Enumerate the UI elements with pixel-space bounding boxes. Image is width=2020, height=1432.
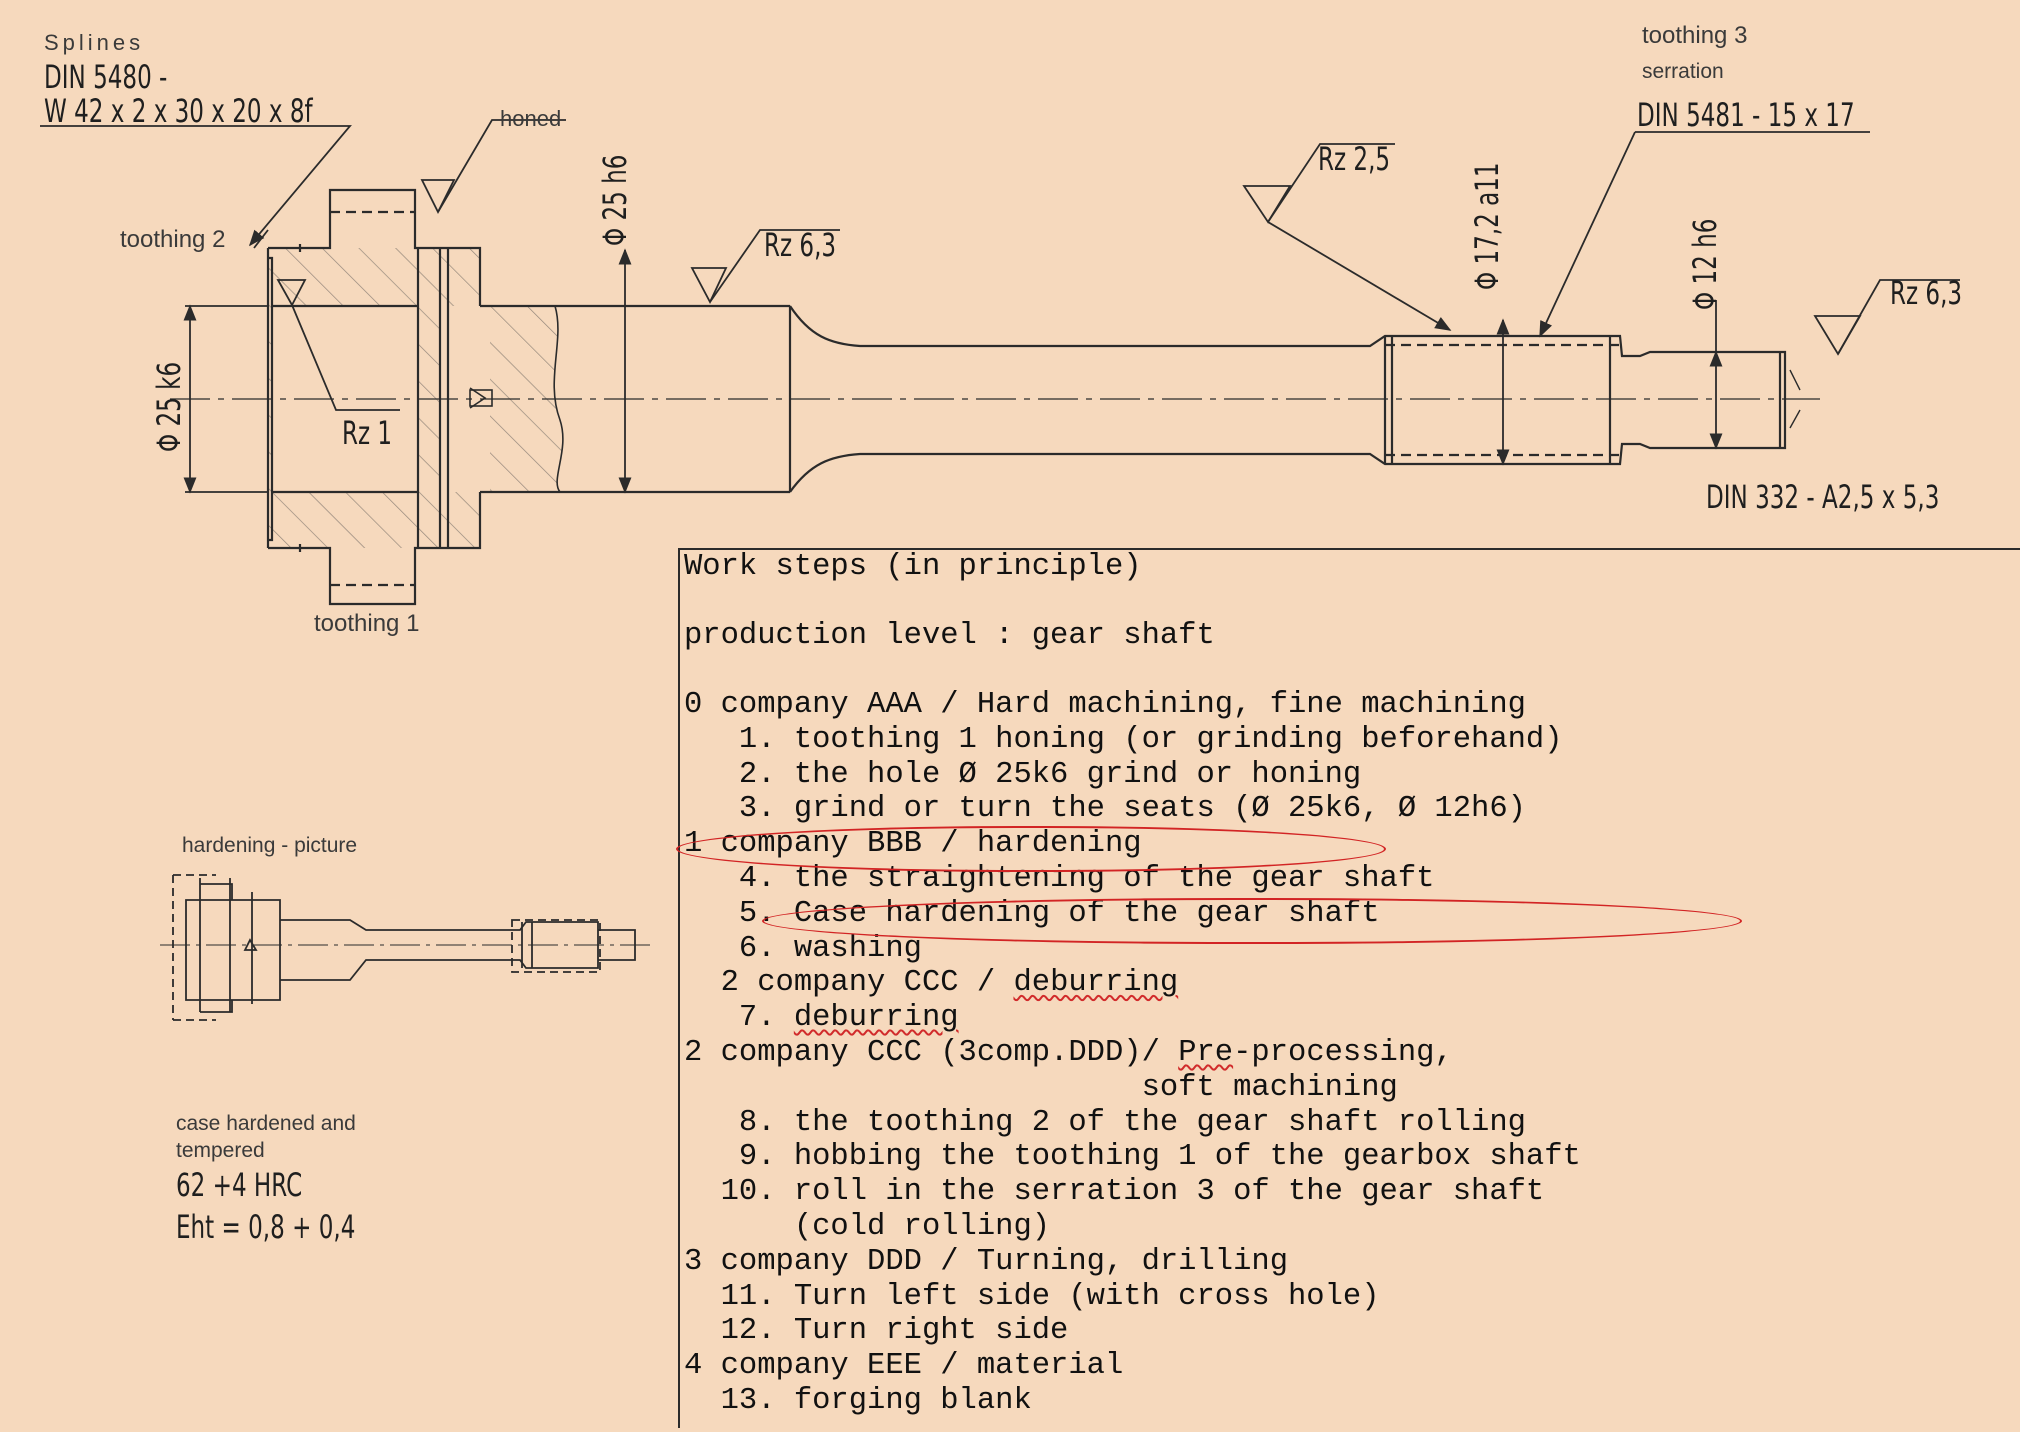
din332-label: DIN 332 - A2,5 x 5,3 (1706, 478, 1940, 516)
eht-value: Eht = 0,8 + 0,4 (176, 1208, 356, 1246)
work-step-text: 5. Case hardening of the gear shaft (684, 896, 1380, 931)
work-steps-title: Work steps (in principle) (684, 550, 1142, 584)
work-step-line (684, 1245, 1288, 1280)
rz1-label: Rz 1 (342, 414, 393, 452)
spellcheck-underlined-word: deburring (793, 1001, 959, 1036)
spellcheck-underlined-word: deburring (1013, 966, 1179, 1001)
work-step-text: 4. the straightening of the gear shaft (684, 862, 1435, 896)
work-step-text: 9. hobbing the toothing 1 of the gearbox shaft (684, 1140, 1581, 1175)
serration-spec: DIN 5481 - 15 x 17 (1637, 96, 1855, 134)
work-step-line (684, 1314, 1068, 1349)
toothing3-label: toothing 3 (1642, 22, 1748, 49)
diameter-12h6-label: Φ 12 h6 (1686, 218, 1724, 310)
work-step-text: (cold rolling) (684, 1210, 1051, 1244)
case-hardened-line2: tempered (176, 1139, 265, 1162)
work-step-line (684, 1384, 1032, 1419)
splines-title: Splines (44, 30, 145, 55)
work-step-text: 3. grind or turn the seats (Ø 25k6, Ø 12h6) (684, 792, 1526, 827)
work-step-text: 2. the hole Ø 25k6 grind or honing (684, 757, 1362, 792)
serration-label: serration (1642, 60, 1724, 83)
work-step-line (684, 1210, 1050, 1245)
work-step-text: 1 company BBB / hardening (684, 827, 1142, 862)
work-step-line (684, 1106, 1526, 1141)
work-step-text: 2 company CCC / (684, 966, 1014, 1001)
work-steps-panel (678, 548, 2020, 1428)
work-step-line (684, 758, 1361, 793)
production-level: production level : gear shaft (684, 619, 1215, 653)
work-step-text: 4 company EEE / material (684, 1349, 1124, 1384)
work-step-text: 10. roll in the serration 3 of the gear shaft (684, 1175, 1545, 1210)
work-step-text: 12. Turn right side (684, 1314, 1069, 1349)
work-step-text: 2 company CCC (3comp.DDD)/ (684, 1036, 1179, 1070)
work-step-line (684, 1140, 1581, 1175)
rz63-right-label: Rz 6,3 (1890, 274, 1963, 312)
work-step-text: 13. forging blank (684, 1384, 1032, 1418)
work-step-text: 0 company AAA / Hard machining, fine machining (684, 688, 1526, 722)
work-step-text-suffix: -processing, (1233, 1036, 1453, 1070)
rz25-label: Rz 2,5 (1318, 140, 1391, 178)
work-step-text: 8. the toothing 2 of the gear shaft rolling (684, 1105, 1526, 1140)
rz63-left-label: Rz 6,3 (764, 226, 837, 264)
work-step-text: 7. (684, 1001, 794, 1036)
work-step-line (684, 688, 1526, 723)
work-step-line (684, 1349, 1123, 1384)
work-step-text: 6. washing (684, 931, 922, 966)
diameter-25k6-label: Φ 25 k6 (150, 361, 188, 452)
diameter-172a11-label: Φ 17,2 a11 (1468, 162, 1506, 290)
work-step-line (684, 792, 1526, 827)
case-hardened-line1: case hardened and (176, 1112, 356, 1135)
work-step-line (684, 932, 922, 967)
highlight-hardening-company (676, 826, 1386, 872)
work-step-text: 11. Turn left side (with cross hole) (684, 1279, 1380, 1314)
shaft-outline (170, 190, 1820, 604)
hardening-picture-label: hardening - picture (182, 834, 358, 857)
work-step-text: 1. toothing 1 honing (or grinding beforehand) (684, 722, 1563, 757)
work-step-text: soft machining (684, 1070, 1398, 1105)
highlight-case-hardening (762, 898, 1742, 944)
toothing2-label: toothing 2 (120, 226, 226, 253)
work-step-line (684, 1280, 1380, 1315)
work-step-line (684, 723, 1563, 758)
diameter-25h6-label: Φ 25 h6 (596, 154, 634, 246)
hrc-value: 62 +4 HRC (176, 1166, 303, 1204)
work-step-line (684, 1001, 959, 1036)
splines-standard: DIN 5480 - (44, 58, 168, 96)
spellcheck-underlined-word: Pre (1178, 1036, 1234, 1070)
splines-spec: W 42 x 2 x 30 x 20 x 8f (44, 92, 313, 130)
toothing1-label: toothing 1 (314, 610, 420, 637)
work-step-line (684, 1036, 1453, 1071)
hardening-picture (160, 875, 650, 1020)
work-step-line (684, 966, 1178, 1001)
honed-label: honed (500, 106, 562, 131)
work-step-line (684, 1071, 1398, 1106)
work-step-line (684, 1175, 1544, 1210)
work-step-text: 3 company DDD / Turning, drilling (684, 1244, 1288, 1279)
